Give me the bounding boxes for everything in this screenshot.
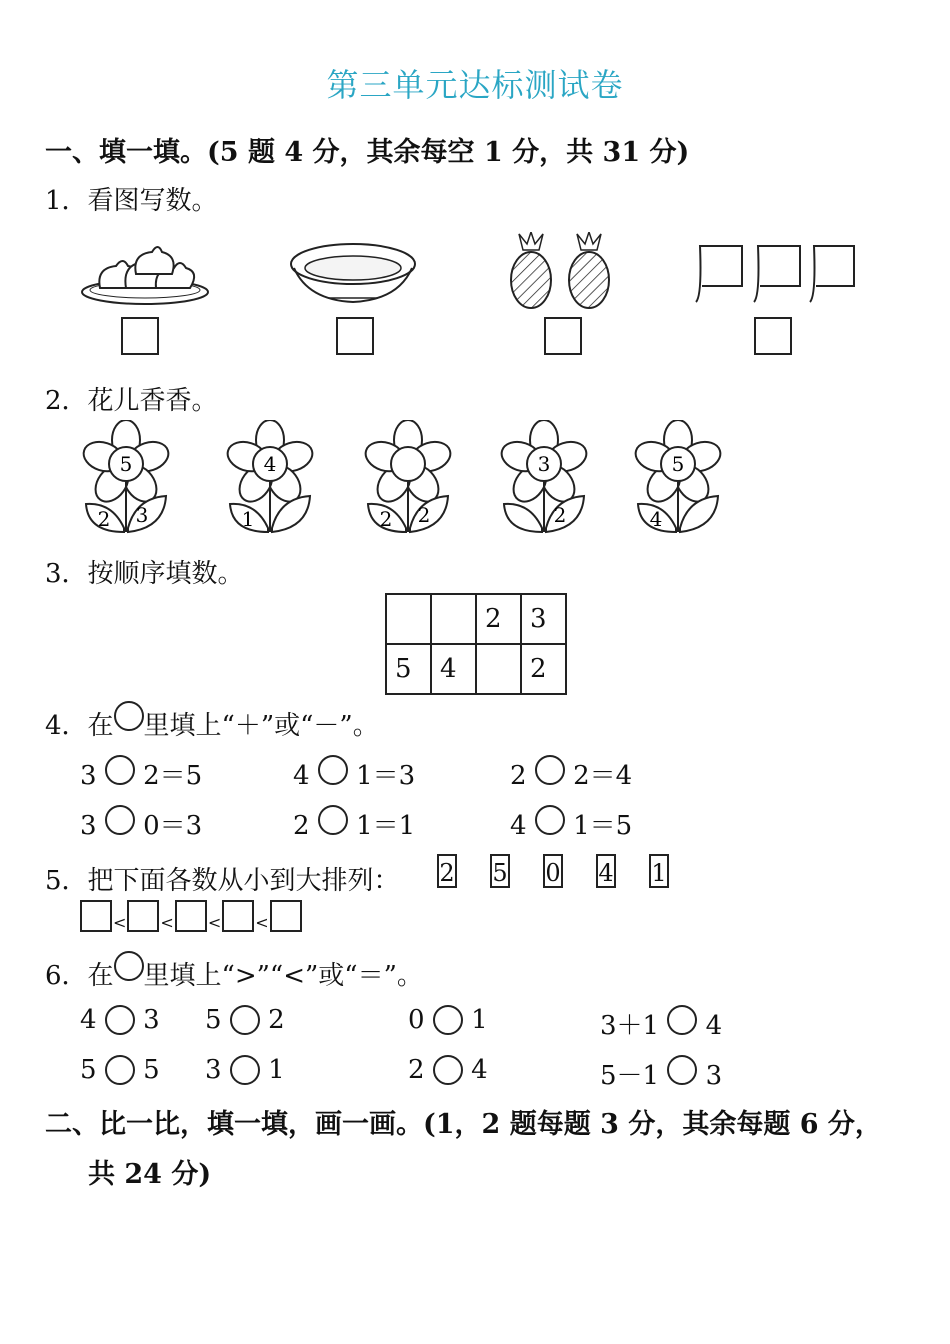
right-leaf-number: 2 <box>553 503 567 527</box>
question-6-instruction: 里填上“>”“<”或“＝”。 <box>143 961 423 991</box>
comparison: 4 3 <box>80 1005 160 1035</box>
flower-picture <box>630 420 722 536</box>
flower-center-number: 4 <box>263 452 277 476</box>
number-card: 0 <box>543 854 563 888</box>
circle-icon <box>114 701 144 731</box>
less-than-sign: < <box>113 913 127 932</box>
comparison: 5 5 <box>80 1055 160 1085</box>
number-card: 5 <box>490 854 510 888</box>
flower-center-number: 5 <box>119 452 133 476</box>
answer-circle[interactable] <box>105 805 135 835</box>
number-card: 1 <box>649 854 669 888</box>
answer-circle[interactable] <box>318 805 348 835</box>
three-flags-picture <box>682 240 858 306</box>
answer-box-2[interactable] <box>336 317 374 355</box>
answer-circle[interactable] <box>433 1005 463 1035</box>
left-leaf-number: 2 <box>97 507 111 531</box>
page-title: 第三单元达标测试卷 <box>326 66 624 104</box>
grid-cell[interactable]: 2 <box>476 594 521 644</box>
answer-box[interactable] <box>270 900 302 932</box>
section-two-heading: 二、比一比，填一填，画一画。(1，2 题每题 3 分，其余每题 6 分， <box>45 1109 882 1140</box>
flower-picture <box>360 420 452 536</box>
less-than-sign: < <box>255 913 269 932</box>
right-leaf-number: 3 <box>135 503 149 527</box>
question-6 <box>45 955 423 992</box>
answer-circle[interactable] <box>535 755 565 785</box>
grid-cell[interactable]: 4 <box>431 644 476 694</box>
answer-box-1[interactable] <box>121 317 159 355</box>
comparison: 3＋1 4 <box>600 1005 722 1042</box>
answer-circle[interactable] <box>230 1055 260 1085</box>
answer-circle[interactable] <box>433 1055 463 1085</box>
grid-cell[interactable] <box>431 594 476 644</box>
flower-center-number: 3 <box>537 452 551 476</box>
empty-plate-picture <box>288 240 418 306</box>
number-order-grid <box>385 593 567 695</box>
comparison: 2 4 <box>408 1055 488 1085</box>
equation: 4 1＝5 <box>510 805 632 842</box>
question-6-prefix: 6．在 <box>45 961 114 991</box>
comparison: 0 1 <box>408 1005 488 1035</box>
number-card: 2 <box>437 854 457 888</box>
question-4 <box>45 705 379 742</box>
comparison: 5 2 <box>205 1005 285 1035</box>
right-leaf-number: 2 <box>417 503 431 527</box>
equation: 2 2＝4 <box>510 755 632 792</box>
left-leaf-number: 1 <box>241 507 255 531</box>
less-than-sign: < <box>207 913 222 932</box>
flower-center-number: 5 <box>671 452 685 476</box>
equation: 3 0＝3 <box>80 805 202 842</box>
flower-picture <box>78 420 170 536</box>
answer-circle[interactable] <box>105 755 135 785</box>
left-leaf-number: 2 <box>379 507 393 531</box>
comparison: 5－1 3 <box>600 1055 722 1092</box>
question-1: 1．看图写数。 <box>45 186 218 216</box>
number-card: 4 <box>596 854 616 888</box>
grid-cell[interactable]: 2 <box>521 644 566 694</box>
comparison: 3 1 <box>205 1055 285 1085</box>
number-cards <box>437 854 702 888</box>
grid-cell[interactable] <box>386 594 431 644</box>
answer-circle[interactable] <box>230 1005 260 1035</box>
grid-cell[interactable] <box>476 644 521 694</box>
answer-box[interactable] <box>175 900 207 932</box>
flower-picture <box>222 420 314 536</box>
flower-picture <box>496 420 588 536</box>
question-3: 3．按顺序填数。 <box>45 559 244 589</box>
less-than-sign: < <box>160 913 174 932</box>
section-one-heading: 一、填一填。(5 题 4 分，其余每空 1 分，共 31 分) <box>45 137 690 168</box>
answer-circle[interactable] <box>105 1005 135 1035</box>
equation: 2 1＝1 <box>293 805 415 842</box>
question-2: 2．花儿香香。 <box>45 386 218 416</box>
answer-box[interactable] <box>127 900 159 932</box>
ordering-answer-row <box>80 900 302 932</box>
answer-box-3[interactable] <box>544 317 582 355</box>
section-two-heading-cont: 共 24 分) <box>88 1159 212 1190</box>
question-4-prefix: 4．在 <box>45 711 114 741</box>
answer-circle[interactable] <box>535 805 565 835</box>
answer-circle[interactable] <box>667 1055 697 1085</box>
grid-cell[interactable]: 3 <box>521 594 566 644</box>
grid-cell[interactable]: 5 <box>386 644 431 694</box>
question-5: 5．把下面各数从小到大排列： <box>45 866 400 896</box>
dumplings-plate-picture <box>78 238 212 308</box>
answer-circle[interactable] <box>105 1055 135 1085</box>
question-4-instruction: 里填上“＋”或“－”。 <box>143 711 379 741</box>
answer-box[interactable] <box>80 900 112 932</box>
answer-box-4[interactable] <box>754 317 792 355</box>
two-pineapples-picture <box>505 232 621 310</box>
equation: 3 2＝5 <box>80 755 202 792</box>
answer-circle[interactable] <box>667 1005 697 1035</box>
circle-icon <box>114 951 144 981</box>
answer-circle[interactable] <box>318 755 348 785</box>
left-leaf-number: 4 <box>649 507 663 531</box>
answer-box[interactable] <box>222 900 254 932</box>
equation: 4 1＝3 <box>293 755 415 792</box>
